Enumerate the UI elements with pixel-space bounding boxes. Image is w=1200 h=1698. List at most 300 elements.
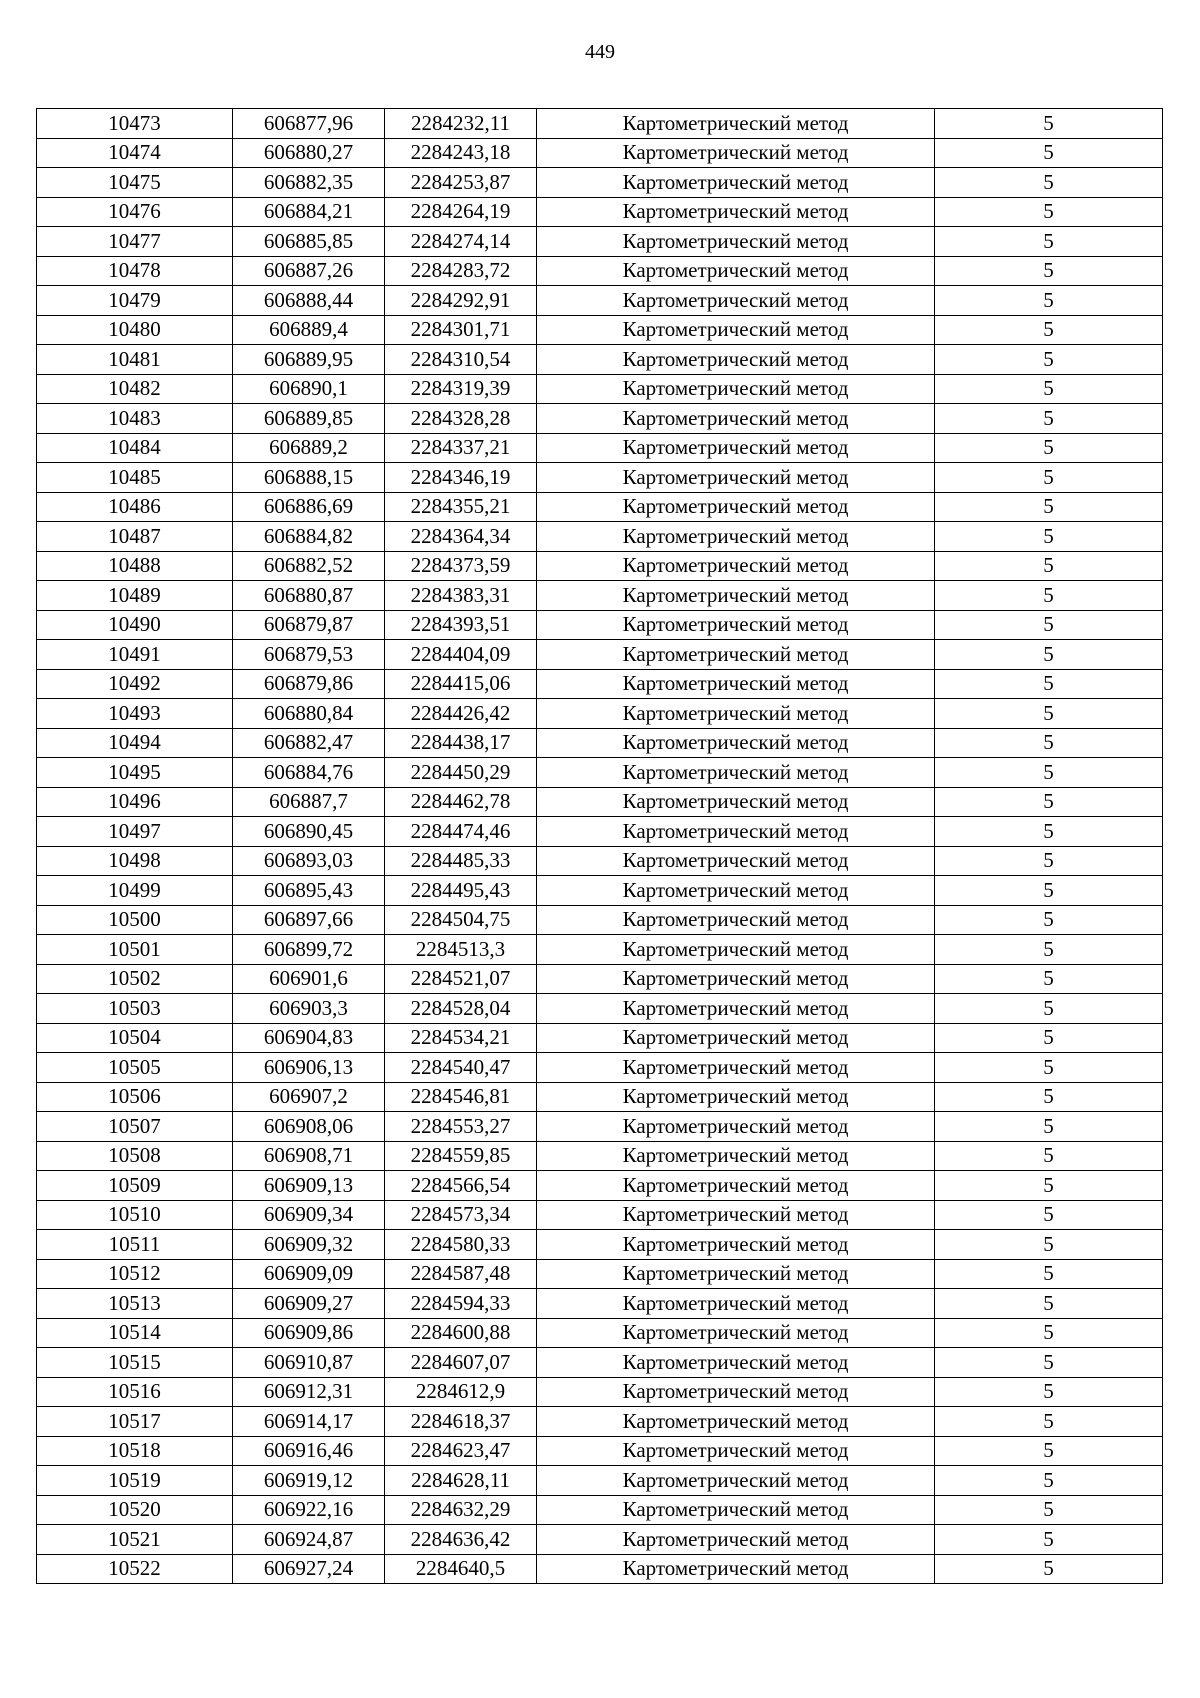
method-cell: Картометрический метод — [537, 463, 935, 493]
table-row — [37, 1053, 1163, 1083]
y-coordinate-cell: 2284253,87 — [385, 168, 537, 198]
x-coordinate-cell: 606888,15 — [233, 463, 385, 493]
point-number-cell: 10511 — [37, 1230, 233, 1260]
accuracy-cell: 5 — [935, 197, 1163, 227]
table-row — [37, 787, 1163, 817]
method-cell: Картометрический метод — [537, 935, 935, 965]
x-coordinate-cell: 606879,86 — [233, 669, 385, 699]
page-number: 449 — [585, 41, 615, 63]
x-coordinate-cell: 606916,46 — [233, 1436, 385, 1466]
x-coordinate-cell: 606903,3 — [233, 994, 385, 1024]
point-number-cell: 10522 — [37, 1554, 233, 1584]
point-number-cell: 10496 — [37, 787, 233, 817]
point-number-cell: 10503 — [37, 994, 233, 1024]
x-coordinate-cell: 606906,13 — [233, 1053, 385, 1083]
y-coordinate-cell: 2284243,18 — [385, 138, 537, 168]
method-cell: Картометрический метод — [537, 374, 935, 404]
accuracy-cell: 5 — [935, 256, 1163, 286]
point-number-cell: 10501 — [37, 935, 233, 965]
x-coordinate-cell: 606884,82 — [233, 522, 385, 552]
point-number-cell: 10494 — [37, 728, 233, 758]
accuracy-cell: 5 — [935, 492, 1163, 522]
accuracy-cell: 5 — [935, 994, 1163, 1024]
accuracy-cell: 5 — [935, 433, 1163, 463]
x-coordinate-cell: 606895,43 — [233, 876, 385, 906]
point-number-cell: 10475 — [37, 168, 233, 198]
method-cell: Картометрический метод — [537, 492, 935, 522]
y-coordinate-cell: 2284393,51 — [385, 610, 537, 640]
accuracy-cell: 5 — [935, 1289, 1163, 1319]
table-row — [37, 1023, 1163, 1053]
method-cell: Картометрический метод — [537, 1554, 935, 1584]
method-cell: Картометрический метод — [537, 1407, 935, 1437]
table-row — [37, 1348, 1163, 1378]
table-row — [37, 109, 1163, 139]
table-row — [37, 1230, 1163, 1260]
point-number-cell: 10477 — [37, 227, 233, 257]
table-row — [37, 256, 1163, 286]
point-number-cell: 10515 — [37, 1348, 233, 1378]
table-body — [37, 109, 1163, 1584]
method-cell: Картометрический метод — [537, 640, 935, 670]
y-coordinate-cell: 2284573,34 — [385, 1200, 537, 1230]
coordinates-table — [36, 108, 1163, 1584]
point-number-cell: 10514 — [37, 1318, 233, 1348]
y-coordinate-cell: 2284623,47 — [385, 1436, 537, 1466]
x-coordinate-cell: 606919,12 — [233, 1466, 385, 1496]
method-cell: Картометрический метод — [537, 1141, 935, 1171]
method-cell: Картометрический метод — [537, 1053, 935, 1083]
point-number-cell: 10498 — [37, 846, 233, 876]
point-number-cell: 10483 — [37, 404, 233, 434]
y-coordinate-cell: 2284301,71 — [385, 315, 537, 345]
accuracy-cell: 5 — [935, 345, 1163, 375]
table-row — [37, 1141, 1163, 1171]
method-cell: Картометрический метод — [537, 345, 935, 375]
table-row — [37, 1259, 1163, 1289]
method-cell: Картометрический метод — [537, 699, 935, 729]
y-coordinate-cell: 2284438,17 — [385, 728, 537, 758]
x-coordinate-cell: 606901,6 — [233, 964, 385, 994]
table-row — [37, 610, 1163, 640]
y-coordinate-cell: 2284373,59 — [385, 551, 537, 581]
point-number-cell: 10513 — [37, 1289, 233, 1319]
y-coordinate-cell: 2284495,43 — [385, 876, 537, 906]
x-coordinate-cell: 606889,85 — [233, 404, 385, 434]
accuracy-cell: 5 — [935, 168, 1163, 198]
point-number-cell: 10517 — [37, 1407, 233, 1437]
accuracy-cell: 5 — [935, 1377, 1163, 1407]
x-coordinate-cell: 606880,84 — [233, 699, 385, 729]
table-row — [37, 286, 1163, 316]
method-cell: Картометрический метод — [537, 433, 935, 463]
method-cell: Картометрический метод — [537, 1259, 935, 1289]
accuracy-cell: 5 — [935, 1348, 1163, 1378]
accuracy-cell: 5 — [935, 787, 1163, 817]
method-cell: Картометрический метод — [537, 138, 935, 168]
x-coordinate-cell: 606914,17 — [233, 1407, 385, 1437]
method-cell: Картометрический метод — [537, 846, 935, 876]
table-row — [37, 1554, 1163, 1584]
table-row — [37, 1112, 1163, 1142]
y-coordinate-cell: 2284292,91 — [385, 286, 537, 316]
point-number-cell: 10493 — [37, 699, 233, 729]
method-cell: Картометрический метод — [537, 1200, 935, 1230]
y-coordinate-cell: 2284640,5 — [385, 1554, 537, 1584]
accuracy-cell: 5 — [935, 522, 1163, 552]
point-number-cell: 10484 — [37, 433, 233, 463]
x-coordinate-cell: 606890,45 — [233, 817, 385, 847]
x-coordinate-cell: 606904,83 — [233, 1023, 385, 1053]
y-coordinate-cell: 2284404,09 — [385, 640, 537, 670]
x-coordinate-cell: 606893,03 — [233, 846, 385, 876]
table-row — [37, 994, 1163, 1024]
point-number-cell: 10492 — [37, 669, 233, 699]
accuracy-cell: 5 — [935, 964, 1163, 994]
x-coordinate-cell: 606908,71 — [233, 1141, 385, 1171]
method-cell: Картометрический метод — [537, 1377, 935, 1407]
accuracy-cell: 5 — [935, 728, 1163, 758]
y-coordinate-cell: 2284504,75 — [385, 905, 537, 935]
x-coordinate-cell: 606887,26 — [233, 256, 385, 286]
method-cell: Картометрический метод — [537, 1230, 935, 1260]
point-number-cell: 10508 — [37, 1141, 233, 1171]
x-coordinate-cell: 606877,96 — [233, 109, 385, 139]
point-number-cell: 10489 — [37, 581, 233, 611]
accuracy-cell: 5 — [935, 817, 1163, 847]
accuracy-cell: 5 — [935, 463, 1163, 493]
y-coordinate-cell: 2284540,47 — [385, 1053, 537, 1083]
y-coordinate-cell: 2284513,3 — [385, 935, 537, 965]
accuracy-cell: 5 — [935, 905, 1163, 935]
y-coordinate-cell: 2284628,11 — [385, 1466, 537, 1496]
x-coordinate-cell: 606909,86 — [233, 1318, 385, 1348]
table-row — [37, 1082, 1163, 1112]
table-row — [37, 758, 1163, 788]
x-coordinate-cell: 606908,06 — [233, 1112, 385, 1142]
accuracy-cell: 5 — [935, 1259, 1163, 1289]
method-cell: Картометрический метод — [537, 315, 935, 345]
table-row — [37, 581, 1163, 611]
x-coordinate-cell: 606922,16 — [233, 1495, 385, 1525]
accuracy-cell: 5 — [935, 315, 1163, 345]
method-cell: Картометрический метод — [537, 404, 935, 434]
accuracy-cell: 5 — [935, 876, 1163, 906]
table-row — [37, 817, 1163, 847]
method-cell: Картометрический метод — [537, 610, 935, 640]
y-coordinate-cell: 2284559,85 — [385, 1141, 537, 1171]
table-row — [37, 1436, 1163, 1466]
method-cell: Картометрический метод — [537, 1289, 935, 1319]
y-coordinate-cell: 2284462,78 — [385, 787, 537, 817]
y-coordinate-cell: 2284594,33 — [385, 1289, 537, 1319]
accuracy-cell: 5 — [935, 1318, 1163, 1348]
y-coordinate-cell: 2284474,46 — [385, 817, 537, 847]
method-cell: Картометрический метод — [537, 787, 935, 817]
point-number-cell: 10478 — [37, 256, 233, 286]
x-coordinate-cell: 606889,95 — [233, 345, 385, 375]
y-coordinate-cell: 2284450,29 — [385, 758, 537, 788]
point-number-cell: 10516 — [37, 1377, 233, 1407]
table-row — [37, 404, 1163, 434]
y-coordinate-cell: 2284355,21 — [385, 492, 537, 522]
x-coordinate-cell: 606909,13 — [233, 1171, 385, 1201]
y-coordinate-cell: 2284587,48 — [385, 1259, 537, 1289]
point-number-cell: 10490 — [37, 610, 233, 640]
method-cell: Картометрический метод — [537, 581, 935, 611]
point-number-cell: 10476 — [37, 197, 233, 227]
accuracy-cell: 5 — [935, 1023, 1163, 1053]
y-coordinate-cell: 2284264,19 — [385, 197, 537, 227]
accuracy-cell: 5 — [935, 551, 1163, 581]
accuracy-cell: 5 — [935, 109, 1163, 139]
accuracy-cell: 5 — [935, 227, 1163, 257]
method-cell: Картометрический метод — [537, 1348, 935, 1378]
table-row — [37, 964, 1163, 994]
accuracy-cell: 5 — [935, 1200, 1163, 1230]
point-number-cell: 10518 — [37, 1436, 233, 1466]
accuracy-cell: 5 — [935, 1466, 1163, 1496]
accuracy-cell: 5 — [935, 699, 1163, 729]
method-cell: Картометрический метод — [537, 227, 935, 257]
table-row — [37, 345, 1163, 375]
method-cell: Картометрический метод — [537, 256, 935, 286]
x-coordinate-cell: 606909,34 — [233, 1200, 385, 1230]
table-row — [37, 197, 1163, 227]
x-coordinate-cell: 606889,2 — [233, 433, 385, 463]
x-coordinate-cell: 606886,69 — [233, 492, 385, 522]
y-coordinate-cell: 2284618,37 — [385, 1407, 537, 1437]
accuracy-cell: 5 — [935, 1407, 1163, 1437]
accuracy-cell: 5 — [935, 1171, 1163, 1201]
y-coordinate-cell: 2284528,04 — [385, 994, 537, 1024]
method-cell: Картометрический метод — [537, 817, 935, 847]
y-coordinate-cell: 2284426,42 — [385, 699, 537, 729]
x-coordinate-cell: 606899,72 — [233, 935, 385, 965]
method-cell: Картометрический метод — [537, 1082, 935, 1112]
x-coordinate-cell: 606879,87 — [233, 610, 385, 640]
method-cell: Картометрический метод — [537, 286, 935, 316]
accuracy-cell: 5 — [935, 846, 1163, 876]
x-coordinate-cell: 606880,87 — [233, 581, 385, 611]
x-coordinate-cell: 606909,27 — [233, 1289, 385, 1319]
table-row — [37, 640, 1163, 670]
method-cell: Картометрический метод — [537, 1525, 935, 1555]
method-cell: Картометрический метод — [537, 728, 935, 758]
method-cell: Картометрический метод — [537, 1466, 935, 1496]
x-coordinate-cell: 606885,85 — [233, 227, 385, 257]
y-coordinate-cell: 2284636,42 — [385, 1525, 537, 1555]
y-coordinate-cell: 2284283,72 — [385, 256, 537, 286]
accuracy-cell: 5 — [935, 758, 1163, 788]
point-number-cell: 10480 — [37, 315, 233, 345]
y-coordinate-cell: 2284274,14 — [385, 227, 537, 257]
point-number-cell: 10505 — [37, 1053, 233, 1083]
table-row — [37, 1289, 1163, 1319]
table-row — [37, 935, 1163, 965]
point-number-cell: 10486 — [37, 492, 233, 522]
table-row — [37, 1466, 1163, 1496]
y-coordinate-cell: 2284612,9 — [385, 1377, 537, 1407]
x-coordinate-cell: 606880,27 — [233, 138, 385, 168]
y-coordinate-cell: 2284521,07 — [385, 964, 537, 994]
x-coordinate-cell: 606882,35 — [233, 168, 385, 198]
method-cell: Картометрический метод — [537, 905, 935, 935]
accuracy-cell: 5 — [935, 1082, 1163, 1112]
table-row — [37, 522, 1163, 552]
method-cell: Картометрический метод — [537, 168, 935, 198]
x-coordinate-cell: 606882,47 — [233, 728, 385, 758]
table-row — [37, 1200, 1163, 1230]
method-cell: Картометрический метод — [537, 758, 935, 788]
accuracy-cell: 5 — [935, 1495, 1163, 1525]
accuracy-cell: 5 — [935, 1141, 1163, 1171]
method-cell: Картометрический метод — [537, 1023, 935, 1053]
point-number-cell: 10521 — [37, 1525, 233, 1555]
y-coordinate-cell: 2284580,33 — [385, 1230, 537, 1260]
table-row — [37, 728, 1163, 758]
accuracy-cell: 5 — [935, 935, 1163, 965]
point-number-cell: 10506 — [37, 1082, 233, 1112]
point-number-cell: 10500 — [37, 905, 233, 935]
x-coordinate-cell: 606887,7 — [233, 787, 385, 817]
method-cell: Картометрический метод — [537, 551, 935, 581]
table-row — [37, 138, 1163, 168]
y-coordinate-cell: 2284319,39 — [385, 374, 537, 404]
point-number-cell: 10481 — [37, 345, 233, 375]
point-number-cell: 10519 — [37, 1466, 233, 1496]
table-row — [37, 1377, 1163, 1407]
table-row — [37, 374, 1163, 404]
table-row — [37, 1407, 1163, 1437]
point-number-cell: 10474 — [37, 138, 233, 168]
y-coordinate-cell: 2284383,31 — [385, 581, 537, 611]
accuracy-cell: 5 — [935, 1053, 1163, 1083]
y-coordinate-cell: 2284632,29 — [385, 1495, 537, 1525]
x-coordinate-cell: 606907,2 — [233, 1082, 385, 1112]
point-number-cell: 10487 — [37, 522, 233, 552]
x-coordinate-cell: 606909,09 — [233, 1259, 385, 1289]
point-number-cell: 10509 — [37, 1171, 233, 1201]
accuracy-cell: 5 — [935, 404, 1163, 434]
accuracy-cell: 5 — [935, 1525, 1163, 1555]
method-cell: Картометрический метод — [537, 964, 935, 994]
method-cell: Картометрический метод — [537, 109, 935, 139]
y-coordinate-cell: 2284553,27 — [385, 1112, 537, 1142]
method-cell: Картометрический метод — [537, 994, 935, 1024]
method-cell: Картометрический метод — [537, 876, 935, 906]
table-row — [37, 492, 1163, 522]
table-row — [37, 551, 1163, 581]
table-row — [37, 1525, 1163, 1555]
accuracy-cell: 5 — [935, 581, 1163, 611]
table-row — [37, 905, 1163, 935]
point-number-cell: 10499 — [37, 876, 233, 906]
table-row — [37, 699, 1163, 729]
table-row — [37, 876, 1163, 906]
x-coordinate-cell: 606888,44 — [233, 286, 385, 316]
x-coordinate-cell: 606879,53 — [233, 640, 385, 670]
accuracy-cell: 5 — [935, 286, 1163, 316]
x-coordinate-cell: 606910,87 — [233, 1348, 385, 1378]
y-coordinate-cell: 2284346,19 — [385, 463, 537, 493]
point-number-cell: 10504 — [37, 1023, 233, 1053]
y-coordinate-cell: 2284364,34 — [385, 522, 537, 552]
y-coordinate-cell: 2284310,54 — [385, 345, 537, 375]
point-number-cell: 10495 — [37, 758, 233, 788]
x-coordinate-cell: 606889,4 — [233, 315, 385, 345]
x-coordinate-cell: 606890,1 — [233, 374, 385, 404]
point-number-cell: 10491 — [37, 640, 233, 670]
point-number-cell: 10512 — [37, 1259, 233, 1289]
table-row — [37, 227, 1163, 257]
table-row — [37, 315, 1163, 345]
accuracy-cell: 5 — [935, 1554, 1163, 1584]
accuracy-cell: 5 — [935, 610, 1163, 640]
method-cell: Картометрический метод — [537, 197, 935, 227]
accuracy-cell: 5 — [935, 640, 1163, 670]
accuracy-cell: 5 — [935, 1230, 1163, 1260]
y-coordinate-cell: 2284415,06 — [385, 669, 537, 699]
point-number-cell: 10502 — [37, 964, 233, 994]
x-coordinate-cell: 606912,31 — [233, 1377, 385, 1407]
point-number-cell: 10479 — [37, 286, 233, 316]
method-cell: Картометрический метод — [537, 1112, 935, 1142]
accuracy-cell: 5 — [935, 374, 1163, 404]
x-coordinate-cell: 606882,52 — [233, 551, 385, 581]
table-row — [37, 1318, 1163, 1348]
method-cell: Картометрический метод — [537, 1171, 935, 1201]
accuracy-cell: 5 — [935, 1436, 1163, 1466]
accuracy-cell: 5 — [935, 138, 1163, 168]
method-cell: Картометрический метод — [537, 522, 935, 552]
point-number-cell: 10507 — [37, 1112, 233, 1142]
y-coordinate-cell: 2284337,21 — [385, 433, 537, 463]
point-number-cell: 10488 — [37, 551, 233, 581]
y-coordinate-cell: 2284328,28 — [385, 404, 537, 434]
y-coordinate-cell: 2284607,07 — [385, 1348, 537, 1378]
table-row — [37, 669, 1163, 699]
y-coordinate-cell: 2284546,81 — [385, 1082, 537, 1112]
point-number-cell: 10485 — [37, 463, 233, 493]
x-coordinate-cell: 606909,32 — [233, 1230, 385, 1260]
x-coordinate-cell: 606927,24 — [233, 1554, 385, 1584]
accuracy-cell: 5 — [935, 669, 1163, 699]
method-cell: Картометрический метод — [537, 669, 935, 699]
y-coordinate-cell: 2284232,11 — [385, 109, 537, 139]
table-row — [37, 1171, 1163, 1201]
table-row — [37, 168, 1163, 198]
method-cell: Картометрический метод — [537, 1436, 935, 1466]
x-coordinate-cell: 606884,76 — [233, 758, 385, 788]
point-number-cell: 10497 — [37, 817, 233, 847]
method-cell: Картометрический метод — [537, 1318, 935, 1348]
x-coordinate-cell: 606884,21 — [233, 197, 385, 227]
point-number-cell: 10473 — [37, 109, 233, 139]
point-number-cell: 10482 — [37, 374, 233, 404]
x-coordinate-cell: 606897,66 — [233, 905, 385, 935]
method-cell: Картометрический метод — [537, 1495, 935, 1525]
point-number-cell: 10510 — [37, 1200, 233, 1230]
y-coordinate-cell: 2284566,54 — [385, 1171, 537, 1201]
table-row — [37, 846, 1163, 876]
table-row — [37, 433, 1163, 463]
y-coordinate-cell: 2284485,33 — [385, 846, 537, 876]
x-coordinate-cell: 606924,87 — [233, 1525, 385, 1555]
point-number-cell: 10520 — [37, 1495, 233, 1525]
table-row — [37, 463, 1163, 493]
y-coordinate-cell: 2284600,88 — [385, 1318, 537, 1348]
